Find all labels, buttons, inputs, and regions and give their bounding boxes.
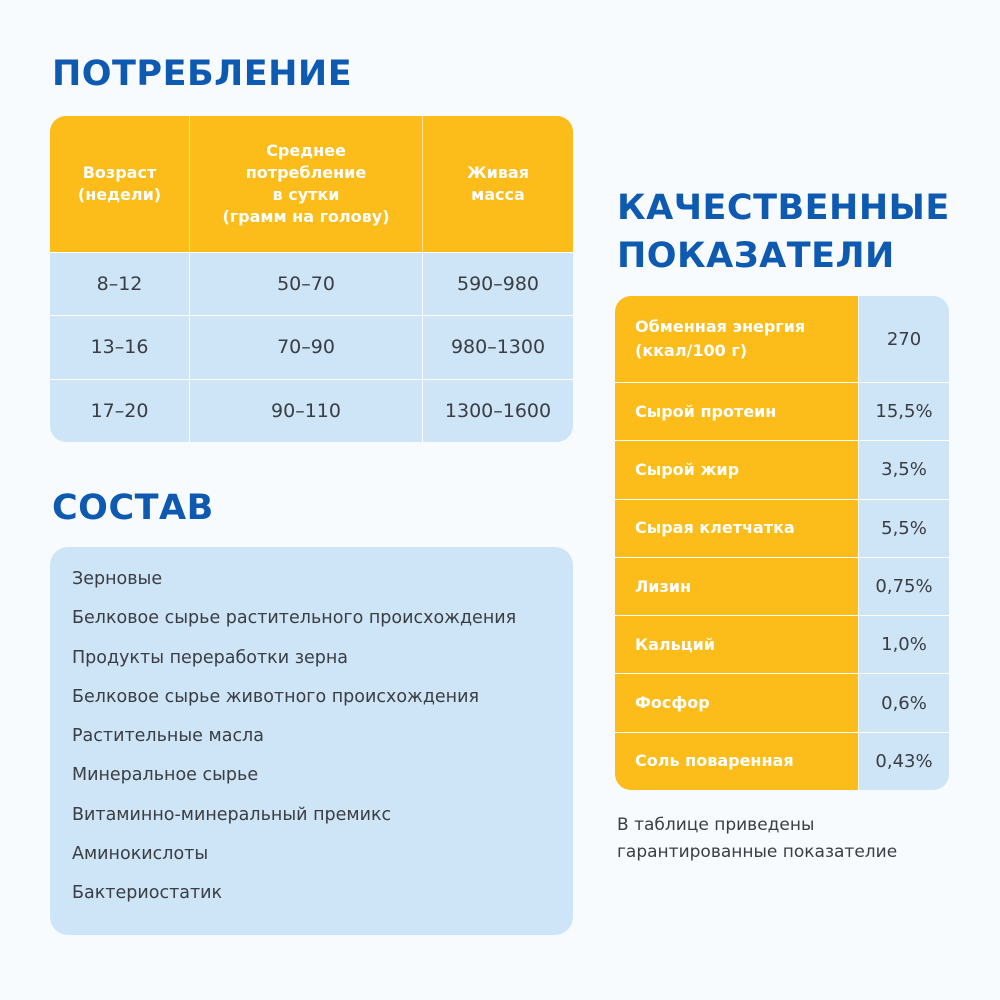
list-item: Минеральное сырье	[72, 765, 259, 786]
table-row	[615, 557, 949, 615]
header-live-weight: Живая масса	[467, 163, 529, 204]
indicator-value: 3,5%	[859, 441, 949, 498]
list-item: Витаминно-минеральный премикс	[72, 804, 392, 825]
indicator-value: 1,0%	[859, 616, 949, 673]
table-row	[615, 499, 949, 557]
quality-heading: КАЧЕСТВЕННЫЕ ПОКАЗАТЕЛИ	[617, 188, 950, 276]
consumption-cell: 90–110	[190, 380, 423, 442]
list-item: Зерновые	[72, 569, 163, 589]
header-daily-consumption: Среднее потребление в сутки (грамм на голову)	[190, 116, 423, 252]
indicator-name: Сырая клетчатка	[615, 500, 859, 557]
header-age: Возраст (недели)	[50, 116, 190, 252]
indicator-name: Сырой протеин	[615, 383, 859, 440]
indicator-name: Обменная энергия (ккал/100 г)	[615, 296, 859, 382]
table-row	[50, 379, 573, 442]
indicator-name: Лизин	[615, 558, 859, 615]
indicator-name: Соль поваренная	[615, 733, 859, 790]
indicator-name: Кальций	[615, 616, 859, 673]
indicator-name: Сырой жир	[615, 441, 859, 498]
indicator-value: 5,5%	[859, 500, 949, 557]
age-cell: 17–20	[50, 380, 190, 442]
indicator-value: 0,75%	[859, 558, 949, 615]
table-row	[50, 315, 573, 378]
consumption-table	[50, 116, 573, 442]
table-row	[615, 440, 949, 498]
table-note: В таблице приведены гарантированные показателие	[617, 815, 898, 862]
weight-cell: 590–980	[456, 273, 540, 296]
table-row	[615, 615, 949, 673]
age-cell: 8–12	[50, 253, 190, 315]
list-item: Растительные масла	[72, 726, 264, 747]
age-cell: 13–16	[50, 316, 190, 378]
consumption-cell: 50–70	[190, 253, 423, 315]
indicator-value: 15,5%	[859, 383, 949, 440]
table-row	[615, 732, 949, 790]
consumption-cell: 70–90	[190, 316, 423, 378]
list-item: Белковое сырье животного происхождения	[72, 686, 480, 707]
table-row	[615, 296, 949, 382]
indicator-value: 0,43%	[859, 733, 949, 790]
list-item: Белковое сырье растительного происхождения	[72, 608, 517, 629]
consumption-table-header	[50, 116, 573, 252]
consumption-heading: ПОТРЕБЛЕНИЕ	[52, 54, 353, 94]
quality-table	[615, 296, 949, 790]
list-item: Аминокислоты	[72, 844, 209, 865]
indicator-value: 270	[859, 296, 949, 382]
list-item: Бактериостатик	[72, 883, 223, 904]
composition-heading: СОСТАВ	[52, 488, 214, 528]
table-row	[615, 673, 949, 731]
table-row	[615, 382, 949, 440]
list-item: Продукты переработки зерна	[72, 647, 349, 668]
weight-cell: 1300–1600	[444, 399, 552, 422]
indicator-name: Фосфор	[615, 674, 859, 731]
table-row	[50, 252, 573, 315]
composition-list	[50, 547, 573, 935]
indicator-value: 0,6%	[859, 674, 949, 731]
weight-cell: 980–1300	[450, 336, 546, 359]
